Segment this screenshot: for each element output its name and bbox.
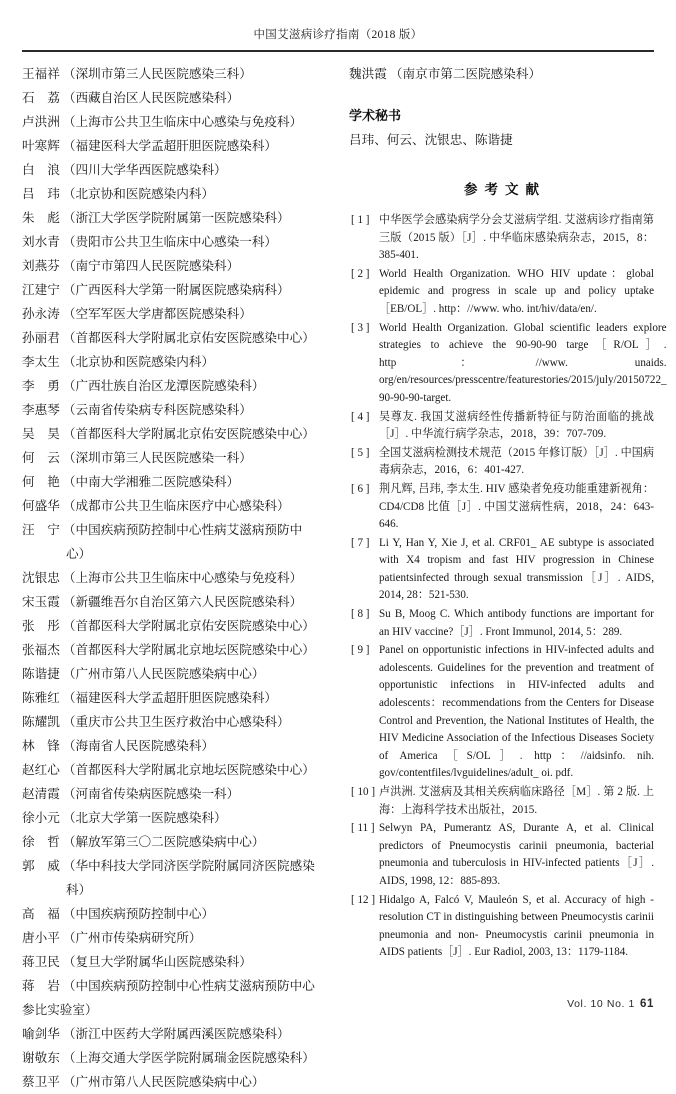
expert-affiliation: （广州市第八人民医院感染病中心） — [59, 1075, 265, 1089]
expert-name: 何盛华 — [22, 499, 60, 513]
expert-affiliation: （上海市公共卫生临床中心感染与免疫科） — [59, 571, 303, 585]
expert-entry — [22, 110, 327, 134]
expert-affiliation: （北京协和医院感染内科） — [59, 355, 215, 369]
expert-entry-line: 蒋 岩 （中国疾病预防控制中心性病艾滋病预防中心 — [22, 979, 315, 993]
reference-number: [ 12 ] — [351, 893, 376, 906]
reference-item — [349, 320, 667, 408]
reference-text: Li Y, Han Y, Xie J, et al. CRF01_ AE subtype is associated with X4 tropism and fast HIV progression in Chinese patientsinfected through sexual transmission［J］. AIDS, 2014, 28：521-530. — [379, 536, 654, 602]
expert-entry — [22, 158, 327, 182]
reference-number: [ 10 ] — [351, 786, 376, 798]
expert-name: 刘燕芬 — [22, 259, 60, 273]
expert-affiliation: （云南省传染病专科医院感染科） — [59, 403, 252, 417]
right-expert-list — [349, 62, 654, 86]
expert-affiliation: （深圳市第三人民医院感染三科） — [59, 67, 252, 81]
expert-name: 谢敬东 — [22, 1051, 60, 1065]
expert-entry — [22, 206, 327, 230]
expert-name: 陈耀凯 — [22, 715, 60, 729]
expert-name: 叶寒辉 — [22, 139, 60, 153]
expert-affiliation: （广西医科大学第一附属医院感染病科） — [59, 283, 290, 297]
expert-affiliation: （首都医科大学附属北京佑安医院感染中心） — [59, 619, 315, 633]
expert-entry — [22, 86, 327, 110]
reference-text: World Health Organization. WHO HIV update：global epidemic and progress in scale up and policy uptake［EB/OL］. http：//www. who. int/hiv/data/en/. — [379, 267, 654, 315]
expert-affiliation: （重庆市公共卫生医疗救治中心感染科） — [59, 715, 290, 729]
reference-item — [349, 892, 654, 962]
reference-text: Su B, Moog C. Which antibody functions are important for an HIV vaccine?［J］. Front Immunol, 2014, 5：289. — [379, 608, 654, 638]
expert-name: 徐小元 — [22, 811, 60, 825]
reference-text: Hidalgo A, Falcó V, Mauleón S, et al. Accuracy of high -resolution CT in distinguishing between Pneumocystis carinii pneumonia and non- Pneumocystis carinii pneumonia in AIDS patients［J］. Eur Radiol, 2003, 13：1179-1184. — [379, 893, 654, 959]
reference-text: 中华医学会感染病学分会艾滋病学组. 艾滋病诊疗指南第三版（2015 版）［J］. 中华临床感染病杂志，2015，8：385-401. — [379, 214, 654, 262]
reference-item — [349, 481, 654, 534]
expert-name: 魏洪霞 — [349, 67, 387, 81]
expert-name: 张福杰 — [22, 643, 60, 657]
expert-affiliation: （首都医科大学附属北京地坛医院感染中心） — [59, 763, 315, 777]
expert-entry — [22, 590, 327, 614]
expert-entry-continuation: 参比实验室） — [22, 1003, 98, 1017]
reference-number: [ 1 ] — [351, 214, 370, 226]
reference-text: 吴尊友. 我国艾滋病经性传播新特征与防治面临的挑战［J］. 中华流行病学杂志，2018，39：707-709. — [379, 410, 654, 441]
expert-entry — [22, 374, 327, 398]
reference-item — [349, 642, 654, 783]
expert-entry — [22, 350, 327, 374]
expert-affiliation: （上海市公共卫生临床中心感染与免疫科） — [59, 115, 303, 129]
expert-entry — [22, 830, 327, 854]
expert-entry — [22, 686, 327, 710]
expert-name: 喻剑华 — [22, 1027, 60, 1041]
expert-affiliation: （广州市第八人民医院感染病中心） — [59, 667, 265, 681]
expert-name: 赵红心 — [22, 763, 60, 777]
expert-affiliation: （浙江中医药大学附属西溪医院感染科） — [59, 1027, 290, 1041]
left-column — [22, 62, 327, 1089]
reference-number: [ 11 ] — [351, 822, 375, 835]
volume-issue: Vol. 10 No. 1 — [567, 998, 635, 1010]
expert-name: 朱 彪 — [22, 211, 60, 225]
expert-name: 何 艳 — [22, 475, 60, 489]
expert-entry — [22, 662, 327, 686]
expert-entry-line: 郭 威 （华中科技大学同济医学院附属同济医院感染 — [22, 859, 315, 873]
expert-name: 宋玉霞 — [22, 595, 60, 609]
expert-name: 江建宁 — [22, 283, 60, 297]
expert-name: 李惠琴 — [22, 403, 60, 417]
expert-affiliation: （中南大学湘雅二医院感染科） — [59, 475, 240, 489]
expert-entry-continuation: 心） — [66, 547, 92, 561]
expert-name: 张 彤 — [22, 619, 60, 633]
expert-name: 石 荔 — [22, 91, 60, 105]
expert-affiliation: （首都医科大学附属北京佑安医院感染中心） — [59, 427, 315, 441]
expert-entry — [22, 638, 327, 662]
expert-name: 吴 昊 — [22, 427, 60, 441]
expert-entry — [22, 734, 327, 758]
expert-entry — [22, 230, 327, 254]
reference-text: Selwyn PA, Pumerantz AS, Durante A, et al. Clinical predictors of Pneumocystis carinii pneumonia, bacterial pneumonia and tuberculosis in HIV-infected patients［J］. AIDS, 1998, 12：885-893. — [379, 822, 654, 887]
expert-name: 李 勇 — [22, 379, 60, 393]
expert-name: 卢洪洲 — [22, 115, 60, 129]
reference-text: Panel on opportunistic infections in HIV-infected adults and adolescents. Guidelines for the prevention and treatment of opportunistic infections in HIV-infected adults and adolescents：recommendations from the Centers for Disease Control and Prevention, the National Institutes of Health, the HIV Medicine Association of the Infectious Diseases Society of America［S/OL］. http：//aidsinfo. nih. gov/contentfiles/lvguidelines/adult_ oi. pdf. — [379, 644, 654, 780]
expert-entry — [22, 950, 327, 974]
expert-affiliation: （贵阳市公共卫生临床中心感染一科） — [59, 235, 278, 249]
reference-item — [349, 535, 654, 605]
reference-number: [ 9 ] — [351, 644, 370, 657]
reference-number: [ 5 ] — [351, 446, 370, 459]
expert-entry — [22, 854, 327, 902]
expert-entry — [22, 278, 327, 302]
reference-number: [ 3 ] — [351, 321, 370, 334]
expert-affiliation: （成都市公共卫生临床医疗中心感染科） — [59, 499, 290, 513]
expert-entry — [22, 326, 327, 350]
reference-text: 荆凡辉, 吕玮, 李太生. HIV 感染者免疫功能重建新视角：CD4/CD8 比值［J］. 中国艾滋病性病，2018，24：643-646. — [379, 482, 654, 531]
expert-affiliation: （首都医科大学附属北京地坛医院感染中心） — [59, 643, 315, 657]
reference-number: [ 6 ] — [351, 482, 370, 495]
expert-entry — [22, 566, 327, 590]
expert-name: 徐 哲 — [22, 835, 60, 849]
expert-entry — [22, 62, 327, 86]
expert-affiliation: （深圳市第三人民医院感染一科） — [59, 451, 252, 465]
expert-affiliation: （南宁市第四人民医院感染科） — [59, 259, 240, 273]
expert-name: 李太生 — [22, 355, 60, 369]
expert-affiliation: （南京市第二医院感染科） — [386, 67, 542, 81]
expert-affiliation: （解放军第三〇二医院感染病中心） — [59, 835, 265, 849]
reference-number: [ 8 ] — [351, 608, 370, 621]
expert-affiliation: （西藏自治区人民医院感染科） — [59, 91, 240, 105]
expert-entry — [22, 710, 327, 734]
expert-name: 林 锋 — [22, 739, 60, 753]
expert-affiliation: （北京协和医院感染内科） — [59, 187, 215, 201]
reference-list — [349, 212, 667, 962]
expert-entry — [22, 614, 327, 638]
reference-text: 卢洪洲. 艾滋病及其相关疾病临床路径［M］. 第 2 版. 上海：上海科学技术出版社，2015. — [379, 786, 654, 816]
expert-name: 唐小平 — [22, 931, 60, 945]
expert-affiliation: （广州市传染病研究所） — [59, 931, 202, 945]
reference-item — [349, 266, 654, 319]
expert-entry-continuation: 科） — [66, 883, 92, 897]
expert-name: 蒋卫民 — [22, 955, 60, 969]
expert-name: 吕 玮 — [22, 187, 60, 201]
reference-number: [ 2 ] — [351, 267, 370, 280]
expert-affiliation: （上海交通大学医学院附属瑞金医院感染科） — [59, 1051, 315, 1065]
expert-entry — [22, 398, 327, 422]
page-footer — [567, 998, 654, 1010]
running-head: 中国艾滋病诊疗指南（2018 版） — [253, 29, 423, 41]
reference-item — [349, 606, 654, 641]
expert-name: 孙永涛 — [22, 307, 60, 321]
expert-entry — [22, 494, 327, 518]
reference-item — [349, 445, 654, 480]
expert-entry — [22, 518, 327, 566]
expert-entry — [22, 902, 327, 926]
expert-name: 王福祥 — [22, 67, 60, 81]
expert-affiliation: （浙江大学医学院附属第一医院感染科） — [59, 211, 290, 225]
right-column — [349, 62, 667, 992]
expert-entry — [22, 1070, 327, 1094]
expert-entry — [22, 758, 327, 782]
expert-affiliation: （北京大学第一医院感染科） — [59, 811, 227, 825]
expert-entry — [22, 254, 327, 278]
expert-name: 高 福 — [22, 907, 60, 921]
expert-name: 何 云 — [22, 451, 60, 465]
header-divider — [22, 50, 654, 52]
expert-affiliation: （福建医科大学孟超肝胆医院感染科） — [59, 691, 278, 705]
expert-entry — [22, 782, 327, 806]
expert-affiliation: （首都医科大学附属北京佑安医院感染中心） — [59, 331, 315, 345]
expert-entry — [22, 1046, 327, 1070]
secretary-heading: 学术秘书 — [349, 108, 402, 123]
expert-affiliation: （新疆维吾尔自治区第六人民医院感染科） — [59, 595, 303, 609]
reference-item — [349, 784, 654, 819]
expert-name: 刘水青 — [22, 235, 60, 249]
expert-name: 孙丽君 — [22, 331, 60, 345]
expert-entry — [22, 182, 327, 206]
expert-entry — [22, 302, 327, 326]
expert-entry — [22, 806, 327, 830]
expert-affiliation: （广西壮族自治区龙潭医院感染科） — [59, 379, 265, 393]
reference-number: [ 7 ] — [351, 536, 370, 549]
expert-affiliation: （福建医科大学孟超肝胆医院感染科） — [59, 139, 278, 153]
expert-name: 蔡卫平 — [22, 1075, 60, 1089]
expert-entry-line: 汪 宁 （中国疾病预防控制中心性病艾滋病预防中 — [22, 523, 303, 537]
expert-affiliation: （复旦大学附属华山医院感染科） — [59, 955, 252, 969]
page-number: 61 — [640, 998, 654, 1010]
reference-item — [349, 820, 654, 890]
expert-entry — [349, 62, 654, 86]
expert-affiliation: （中国疾病预防控制中心） — [59, 907, 215, 921]
expert-entry — [22, 422, 327, 446]
reference-text: World Health Organization. Global scientific leaders explore strategies to achieve the 90-90-90 targe［R/OL］. http：//www. unaids. org/en/resources/presscentre/featurestories/2015/july/20150722_ 90-90-90-target. — [379, 321, 667, 404]
expert-affiliation: （四川大学华西医院感染科） — [59, 163, 227, 177]
references-title: 参考文献 — [464, 182, 546, 197]
reference-number: [ 4 ] — [351, 410, 370, 423]
expert-affiliation: （河南省传染病医院感染一科） — [59, 787, 240, 801]
expert-affiliation: （空军军医大学唐都医院感染科） — [59, 307, 252, 321]
expert-name: 陈谐捷 — [22, 667, 60, 681]
expert-entry — [22, 446, 327, 470]
reference-item — [349, 212, 654, 265]
secretary-names: 吕玮、何云、沈银忠、陈谐捷 — [349, 133, 513, 147]
reference-item — [349, 409, 654, 444]
expert-name: 白 浪 — [22, 163, 60, 177]
reference-text: 全国艾滋病检测技术规范（2015 年修订版）［J］. 中国病毒病杂志，2016，6：401-427. — [379, 446, 654, 477]
expert-entry — [22, 134, 327, 158]
expert-entry — [22, 926, 327, 950]
expert-entry — [22, 974, 327, 1022]
expert-name: 陈雅红 — [22, 691, 60, 705]
expert-affiliation: （海南省人民医院感染科） — [59, 739, 215, 753]
expert-entry — [22, 1022, 327, 1046]
expert-entry — [22, 470, 327, 494]
expert-name: 赵清霞 — [22, 787, 60, 801]
expert-name: 沈银忠 — [22, 571, 60, 585]
